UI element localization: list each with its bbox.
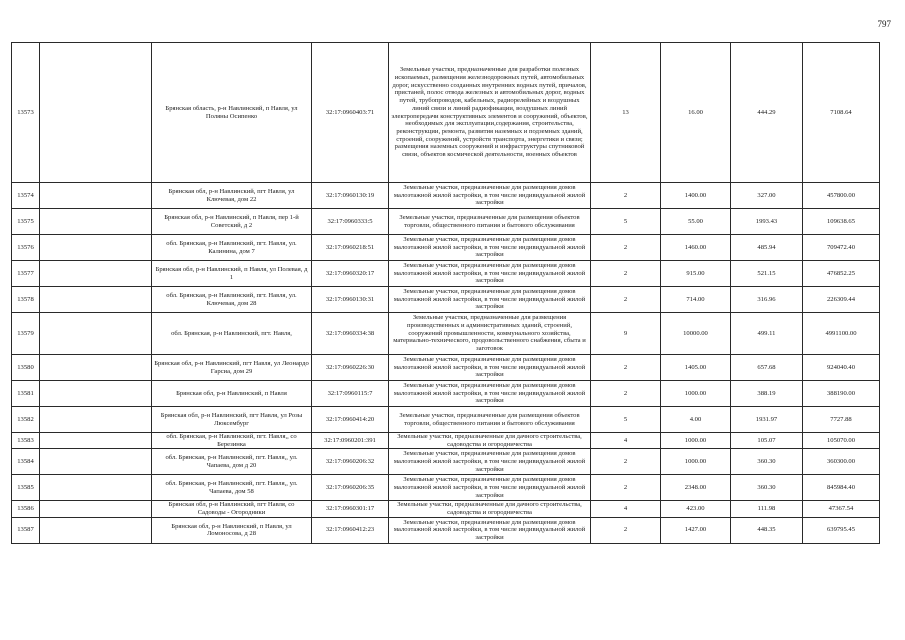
specific-value-cell: 448.35: [731, 517, 803, 543]
table-row: [12, 449, 880, 475]
area-cell: 4.00: [661, 407, 731, 433]
row-id-cell: 13584: [12, 449, 40, 475]
blank-cell: [40, 183, 152, 209]
table-row: [12, 475, 880, 501]
address-cell: Брянская обл, р-н Навлинский, пгт Навля, ул Ключевая, дом 22: [152, 183, 312, 209]
group-number-cell: 4: [591, 433, 661, 449]
blank-cell: [40, 287, 152, 313]
cadastral-number-cell: 32:17:0960115:7: [312, 381, 389, 407]
land-purpose-cell: Земельные участки, предназначенные для размещения производственных и административных зданий, строений, сооружений промышленности, коммунального хозяйства, материально-технического, продовольственного снабжения, сбыта и заготовок: [389, 313, 591, 355]
blank-cell: [40, 517, 152, 543]
land-purpose-cell: Земельные участки, предназначенные для размещения объектов торговли, общественного питания и бытового обслуживания: [389, 407, 591, 433]
specific-value-cell: 485.94: [731, 235, 803, 261]
cadastral-value-cell: 7727.88: [803, 407, 880, 433]
area-cell: 1000.00: [661, 381, 731, 407]
area-cell: 1460.00: [661, 235, 731, 261]
specific-value-cell: 316.96: [731, 287, 803, 313]
table-row: [12, 209, 880, 235]
address-cell: обл. Брянская, р-н Навлинский, пгт. Навля,: [152, 313, 312, 355]
row-id-cell: 13585: [12, 475, 40, 501]
cadastral-number-cell: 32:17:0960201:391: [312, 433, 389, 449]
blank-cell: [40, 407, 152, 433]
address-cell: обл. Брянская, р-н Навлинский, пгт. Навля, ул. Калинина, дом 7: [152, 235, 312, 261]
row-id-cell: 13577: [12, 261, 40, 287]
row-id-cell: 13576: [12, 235, 40, 261]
table-row: [12, 501, 880, 517]
address-cell: Брянская обл, р-н Навлинский, п Навля: [152, 381, 312, 407]
cadastral-value-cell: 47367.54: [803, 501, 880, 517]
row-id-cell: 13582: [12, 407, 40, 433]
table-row: [12, 407, 880, 433]
land-purpose-cell: Земельные участки, предназначенные для дачного строительства, садоводства и огородничества: [389, 433, 591, 449]
area-cell: 714.00: [661, 287, 731, 313]
specific-value-cell: 444.29: [731, 43, 803, 183]
group-number-cell: 4: [591, 501, 661, 517]
area-cell: 55.00: [661, 209, 731, 235]
land-purpose-cell: Земельные участки, предназначенные для разработки полезных ископаемых, размещения железнодорожных путей, автомобильных дорог, искусственно созданных внутренних водных путей, причалов, пристаней, полос отвода железных и автомобильных дорог, водных путей, трубопроводов, кабельных, радиорелейных и воздушных линий связи и линий радиофикации, воздушных линий электропередачи конструктивных элементов и сооружений, объектов, необходимых для эксплуатации,содержания, строительства, реконструкции, ремонта, развития наземных и подземных зданий, строений, сооружений, устройств транспорта, энергетики и связи; размещения наземных сооружений и инфраструктуры спутниковой связи, объектов космической деятельности, военных объектов: [389, 43, 591, 183]
specific-value-cell: 360.30: [731, 475, 803, 501]
table-row: [12, 313, 880, 355]
area-cell: 2348.00: [661, 475, 731, 501]
row-id-cell: 13583: [12, 433, 40, 449]
cadastral-value-cell: 639795.45: [803, 517, 880, 543]
land-purpose-cell: Земельные участки, предназначенные для размещения домов малоэтажной жилой застройки, в том числе индивидуальной жилой застройки: [389, 475, 591, 501]
cadastral-number-cell: 32:17:0960333:5: [312, 209, 389, 235]
specific-value-cell: 657.68: [731, 355, 803, 381]
cadastral-number-cell: 32:17:0960218:51: [312, 235, 389, 261]
group-number-cell: 2: [591, 449, 661, 475]
cadastral-value-cell: 109638.65: [803, 209, 880, 235]
address-cell: Брянская обл, р-н Навлинский, п Навля, ул Ломоносова, д 28: [152, 517, 312, 543]
blank-cell: [40, 449, 152, 475]
land-purpose-cell: Земельные участки, предназначенные для размещения домов малоэтажной жилой застройки, в том числе индивидуальной жилой застройки: [389, 381, 591, 407]
blank-cell: [40, 381, 152, 407]
row-id-cell: 13574: [12, 183, 40, 209]
group-number-cell: 2: [591, 517, 661, 543]
land-purpose-cell: Земельные участки, предназначенные для дачного строительства, садоводства и огородничества: [389, 501, 591, 517]
area-cell: 1000.00: [661, 449, 731, 475]
blank-cell: [40, 209, 152, 235]
row-id-cell: 13575: [12, 209, 40, 235]
blank-cell: [40, 43, 152, 183]
address-cell: обл. Брянская, р-н Навлинский, пгт. Навля, ул. Ключевая, дом 28: [152, 287, 312, 313]
group-number-cell: 2: [591, 475, 661, 501]
table-row: [12, 43, 880, 183]
specific-value-cell: 105.07: [731, 433, 803, 449]
specific-value-cell: 499.11: [731, 313, 803, 355]
cadastral-number-cell: 32:17:0960130:19: [312, 183, 389, 209]
address-cell: Брянская обл, р-н Навлинский, пгт Навля, со Садоводы - Огородники: [152, 501, 312, 517]
address-cell: обл. Брянская, р-н Навлинский, пгт. Навля,, со Березинка: [152, 433, 312, 449]
group-number-cell: 5: [591, 209, 661, 235]
address-cell: Брянская обл, р-н Навлинский, п Навля, ул Полевая, д 1: [152, 261, 312, 287]
specific-value-cell: 388.19: [731, 381, 803, 407]
row-id-cell: 13573: [12, 43, 40, 183]
group-number-cell: 2: [591, 183, 661, 209]
group-number-cell: 2: [591, 355, 661, 381]
cadastral-number-cell: 32:17:0960130:31: [312, 287, 389, 313]
specific-value-cell: 1993.43: [731, 209, 803, 235]
row-id-cell: 13587: [12, 517, 40, 543]
land-purpose-cell: Земельные участки, предназначенные для размещения домов малоэтажной жилой застройки, в том числе индивидуальной жилой застройки: [389, 449, 591, 475]
specific-value-cell: 360.30: [731, 449, 803, 475]
land-purpose-cell: Земельные участки, предназначенные для размещения домов малоэтажной жилой застройки, в том числе индивидуальной жилой застройки: [389, 183, 591, 209]
table-row: [12, 355, 880, 381]
group-number-cell: 2: [591, 261, 661, 287]
table-row: [12, 381, 880, 407]
cadastral-number-cell: 32:17:0960320:17: [312, 261, 389, 287]
cadastral-value-cell: 388190.00: [803, 381, 880, 407]
address-cell: Брянская обл, р-н Навлинский, п Навля, пер 1-й Советский, д 2: [152, 209, 312, 235]
cadastral-value-cell: 476852.25: [803, 261, 880, 287]
blank-cell: [40, 475, 152, 501]
page-number: 797: [877, 19, 891, 29]
specific-value-cell: 1931.97: [731, 407, 803, 433]
address-cell: Брянская обл, р-н Навлинский, пгт Навля, ул Леонардо Гарсиа, дом 29: [152, 355, 312, 381]
table-row: [12, 235, 880, 261]
cadastral-number-cell: 32:17:0960403:71: [312, 43, 389, 183]
land-purpose-cell: Земельные участки, предназначенные для размещения домов малоэтажной жилой застройки, в том числе индивидуальной жилой застройки: [389, 235, 591, 261]
land-purpose-cell: Земельные участки, предназначенные для размещения домов малоэтажной жилой застройки, в том числе индивидуальной жилой застройки: [389, 261, 591, 287]
land-purpose-cell: Земельные участки, предназначенные для размещения домов малоэтажной жилой застройки, в том числе индивидуальной жилой застройки: [389, 355, 591, 381]
blank-cell: [40, 355, 152, 381]
row-id-cell: 13578: [12, 287, 40, 313]
row-id-cell: 13580: [12, 355, 40, 381]
land-purpose-cell: Земельные участки, предназначенные для размещения домов малоэтажной жилой застройки, в том числе индивидуальной жилой застройки: [389, 517, 591, 543]
cadastral-value-table: [11, 42, 880, 544]
table-body: [12, 43, 880, 544]
cadastral-number-cell: 32:17:0960412:23: [312, 517, 389, 543]
specific-value-cell: 111.98: [731, 501, 803, 517]
cadastral-value-cell: 360300.00: [803, 449, 880, 475]
blank-cell: [40, 261, 152, 287]
area-cell: 1400.00: [661, 183, 731, 209]
table-row: [12, 287, 880, 313]
blank-cell: [40, 501, 152, 517]
group-number-cell: 13: [591, 43, 661, 183]
cadastral-value-cell: 7108.64: [803, 43, 880, 183]
table-row: [12, 517, 880, 543]
cadastral-number-cell: 32:17:0960301:17: [312, 501, 389, 517]
cadastral-value-cell: 845984.40: [803, 475, 880, 501]
area-cell: 915.00: [661, 261, 731, 287]
table-row: [12, 433, 880, 449]
group-number-cell: 2: [591, 235, 661, 261]
cadastral-number-cell: 32:17:0960414:20: [312, 407, 389, 433]
group-number-cell: 9: [591, 313, 661, 355]
area-cell: 1405.00: [661, 355, 731, 381]
area-cell: 1427.00: [661, 517, 731, 543]
table-row: [12, 261, 880, 287]
cadastral-value-cell: 105070.00: [803, 433, 880, 449]
cadastral-number-cell: 32:17:0960334:38: [312, 313, 389, 355]
address-cell: обл. Брянская, р-н Навлинский, пгт. Навля,, ул. Чапаева, дом д 20: [152, 449, 312, 475]
cadastral-value-cell: 457800.00: [803, 183, 880, 209]
cadastral-value-cell: 924040.40: [803, 355, 880, 381]
cadastral-value-cell: 709472.40: [803, 235, 880, 261]
cadastral-value-cell: 4991100.00: [803, 313, 880, 355]
cadastral-number-cell: 32:17:0960206:35: [312, 475, 389, 501]
blank-cell: [40, 313, 152, 355]
table-row: [12, 183, 880, 209]
area-cell: 423.00: [661, 501, 731, 517]
address-cell: Брянская область, р-н Навлинский, п Навля, ул Поляны Осипенко: [152, 43, 312, 183]
cadastral-number-cell: 32:17:0960206:32: [312, 449, 389, 475]
area-cell: 1000.00: [661, 433, 731, 449]
address-cell: обл. Брянская, р-н Навлинский, пгт. Навля,, ул. Чапаева, дом 58: [152, 475, 312, 501]
group-number-cell: 2: [591, 287, 661, 313]
blank-cell: [40, 433, 152, 449]
specific-value-cell: 521.15: [731, 261, 803, 287]
area-cell: 16.00: [661, 43, 731, 183]
row-id-cell: 13586: [12, 501, 40, 517]
address-cell: Брянская обл, р-н Навлинский, пгт Навля, ул Розы Люксембург: [152, 407, 312, 433]
group-number-cell: 2: [591, 381, 661, 407]
row-id-cell: 13581: [12, 381, 40, 407]
land-purpose-cell: Земельные участки, предназначенные для размещения домов малоэтажной жилой застройки, в том числе индивидуальной жилой застройки: [389, 287, 591, 313]
specific-value-cell: 327.00: [731, 183, 803, 209]
group-number-cell: 5: [591, 407, 661, 433]
blank-cell: [40, 235, 152, 261]
cadastral-value-cell: 226309.44: [803, 287, 880, 313]
area-cell: 10000.00: [661, 313, 731, 355]
cadastral-number-cell: 32:17:0960226:30: [312, 355, 389, 381]
row-id-cell: 13579: [12, 313, 40, 355]
land-purpose-cell: Земельные участки, предназначенные для размещения объектов торговли, общественного питания и бытового обслуживания: [389, 209, 591, 235]
